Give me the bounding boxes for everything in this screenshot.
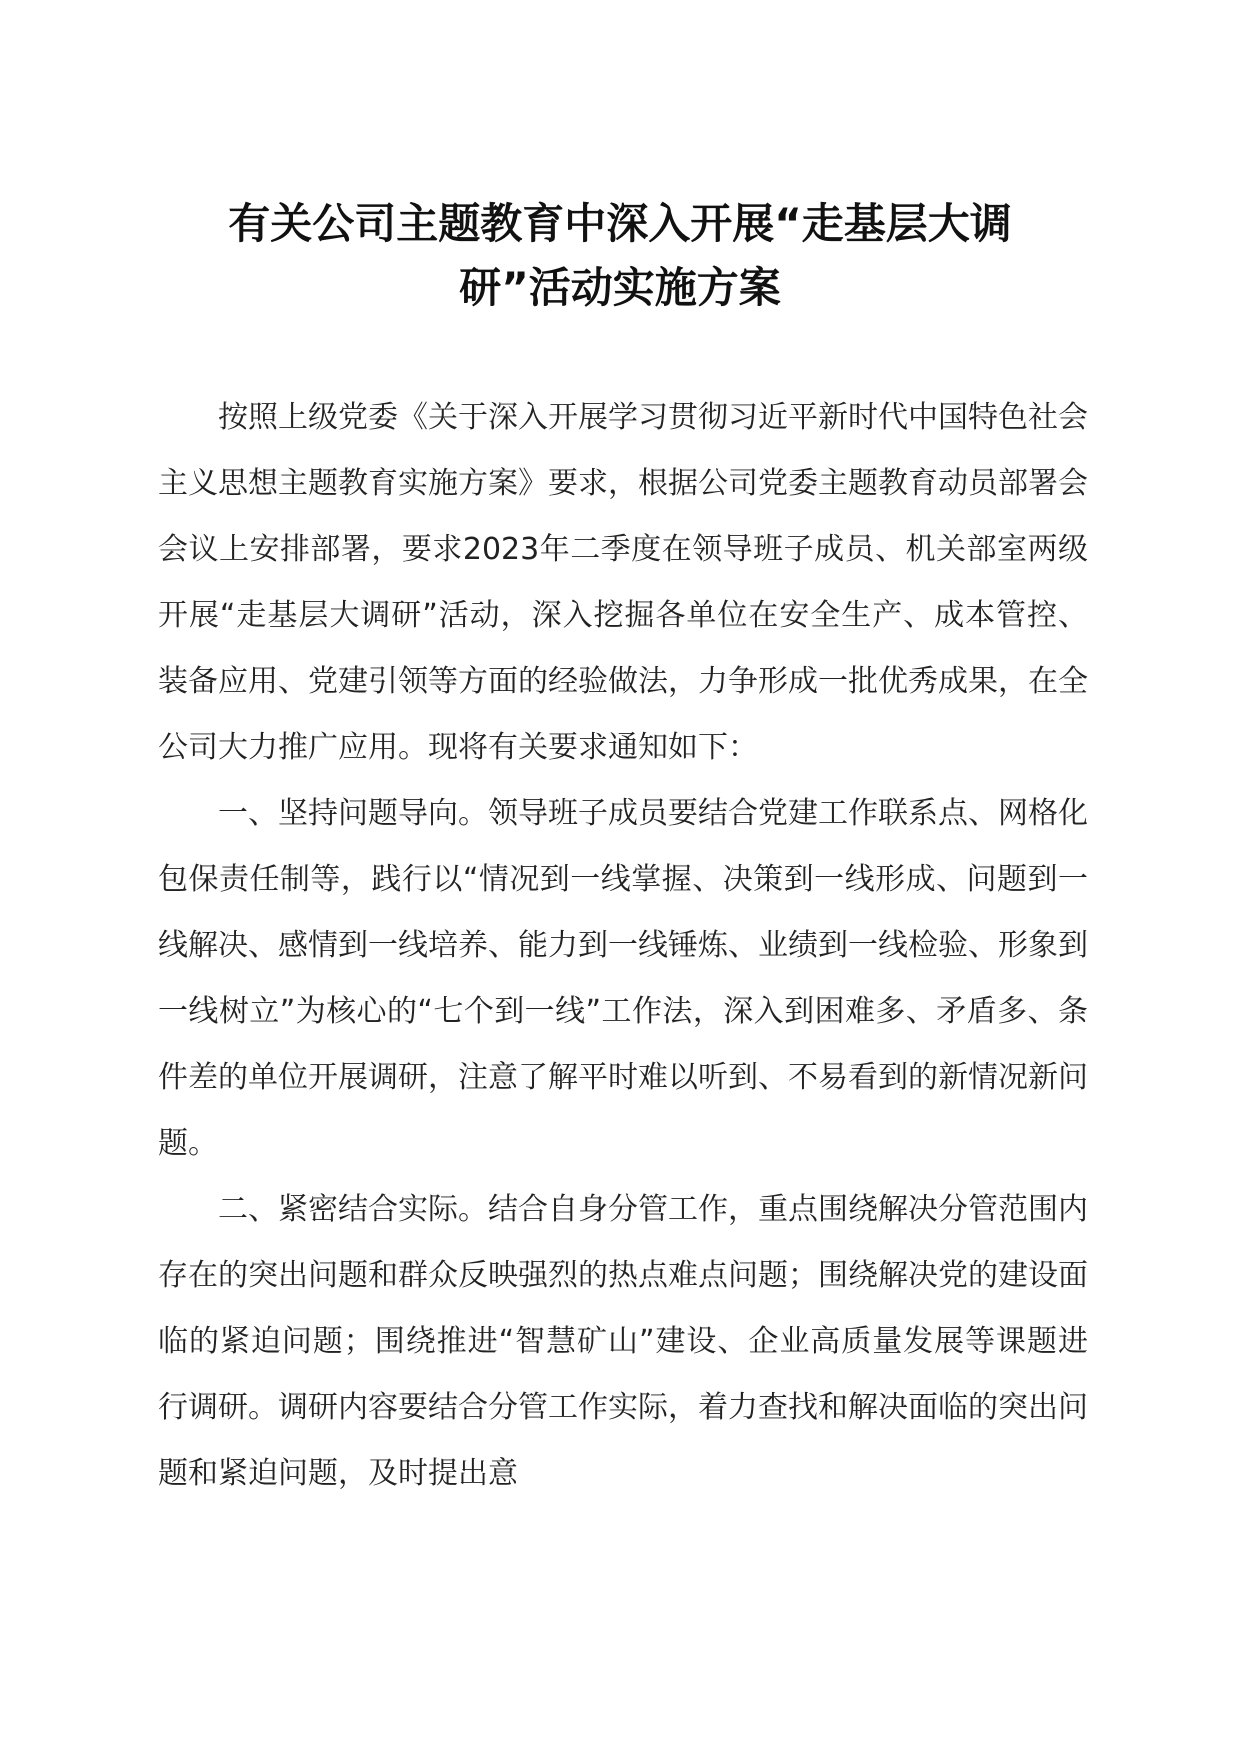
- paragraph-section-2: 二、紧密结合实际。结合自身分管工作，重点围绕解决分管范围内存在的突出问题和群众反映强烈的热点难点问题；围绕解决党的建设面临的紧迫问题；围绕推进“智慧矿山”建设、企业高质量发展等课题进行调研。调研内容要结合分管工作实际，着力查找和解决面临的突出问题和紧迫问题，及时提出意: [158, 1192, 1088, 1491]
- title-line-1: 有关公司主题教育中深入开展“走基层大调: [228, 199, 1012, 248]
- document-body: [158, 385, 1088, 1507]
- paragraph-section-1: 一、坚持问题导向。领导班子成员要结合党建工作联系点、网格化包保责任制等，践行以“情况到一线掌握、决策到一线形成、问题到一线解决、感情到一线培养、能力到一线锤炼、业绩到一线检验、形象到一线树立”为核心的“七个到一线”工作法，深入到困难多、矛盾多、条件差的单位开展调研，注意了解平时难以听到、不易看到的新情况新问题。: [158, 796, 1088, 1161]
- paragraph-intro: 按照上级党委《关于深入开展学习贯彻习近平新时代中国特色社会主义思想主题教育实施方案》要求，根据公司党委主题教育动员部署会会议上安排部署，要求2023年二季度在领导班子成员、机关部室两级开展“走基层大调研”活动，深入挖掘各单位在安全生产、成本管控、装备应用、党建引领等方面的经验做法，力争形成一批优秀成果，在全公司大力推广应用。现将有关要求通知如下：: [158, 400, 1088, 765]
- document-title: [150, 192, 1090, 320]
- title-line-2: 研”活动实施方案: [459, 263, 781, 312]
